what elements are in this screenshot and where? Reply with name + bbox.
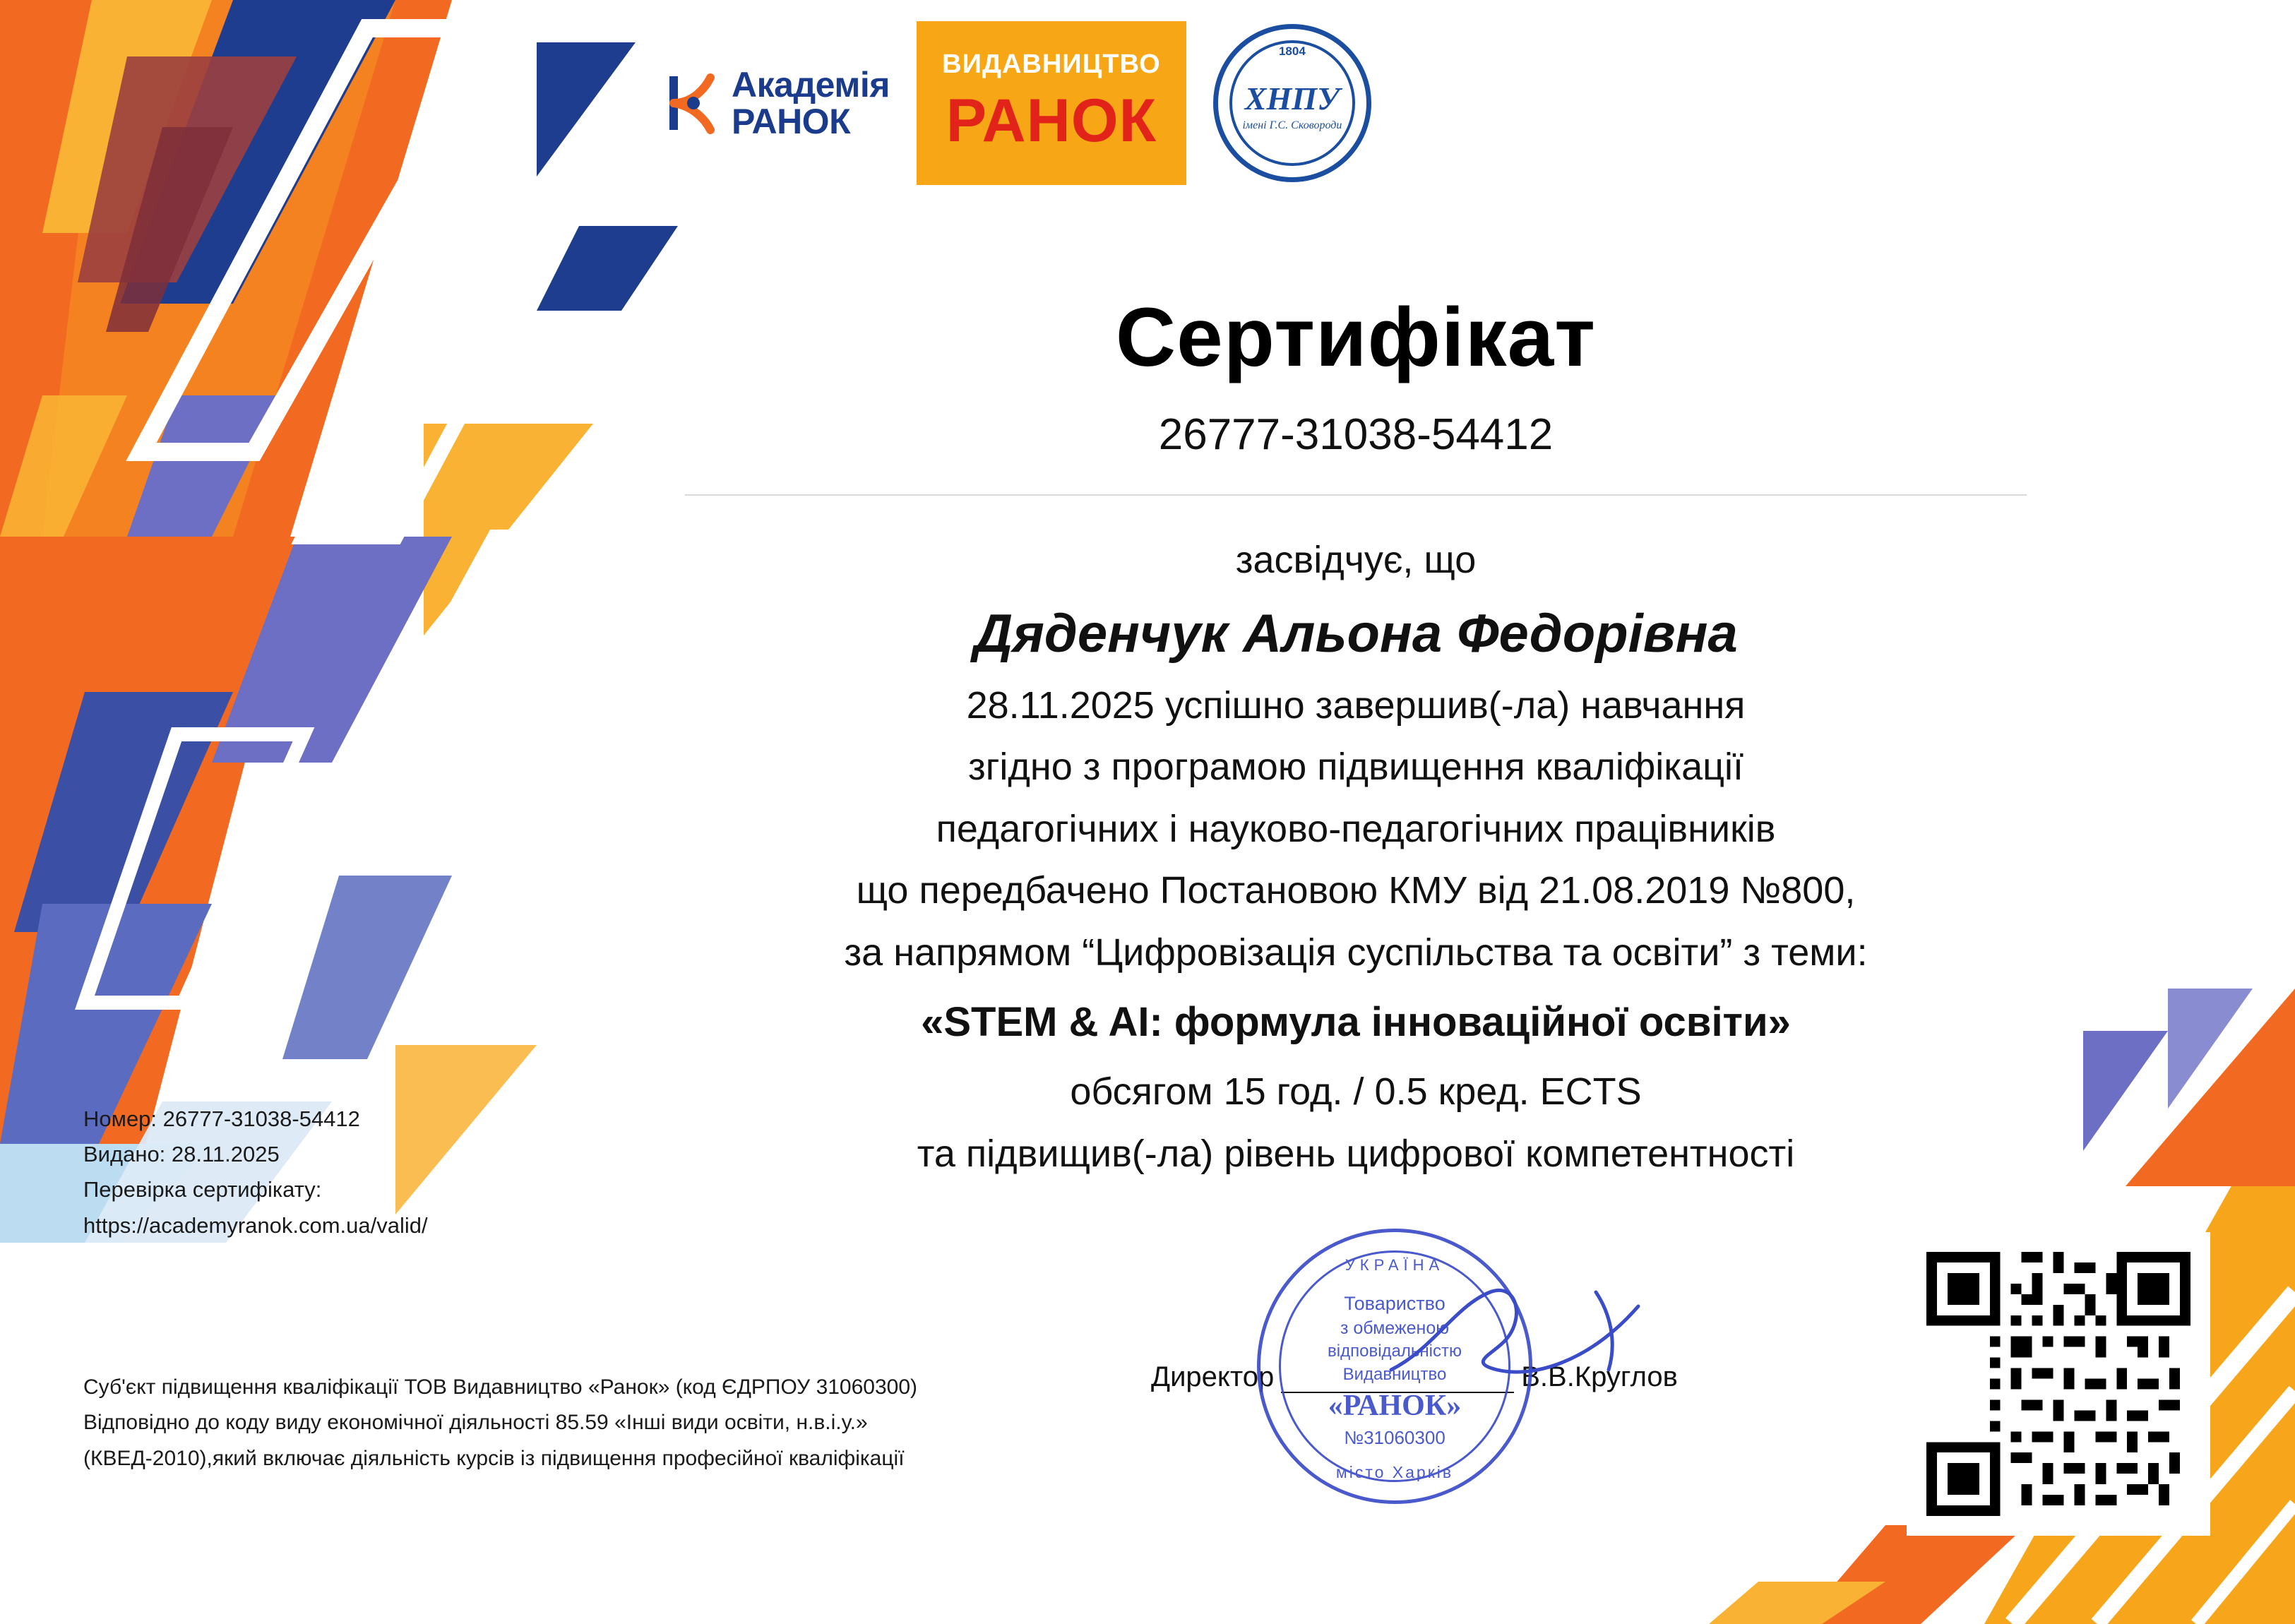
signature-role: Директор [1151,1361,1275,1392]
stamp-code: №31060300 [1344,1427,1445,1448]
competence-line: та підвищив(-ла) рівень цифрової компетентності [917,1132,1795,1175]
recipient-name: Дяденчук Альона Федорівна [974,604,1738,664]
signature-name: В.В.Круглов [1521,1361,1678,1392]
stamp-line-3: відповідальністю [1328,1342,1462,1361]
divider [685,494,2027,496]
volume-line: обсягом 15 год. / 0.5 кред. ECTS [1070,1070,1642,1113]
intro-line: засвідчує, що [1235,539,1477,581]
footer-line-2: Відповідно до коду виду економічної діяльності 85.59 «Інші види освіти, н.в.і.у.» [83,1411,868,1435]
meta-number: Номер: 26777-31038-54412 [83,1106,360,1131]
meta-issued: Видано: 28.11.2025 [83,1142,280,1167]
stamp-line-1: Товариство [1344,1293,1445,1314]
stamp-city: місто Харків [1335,1463,1454,1481]
program-line-2: педагогічних і науково-педагогічних працівників [936,807,1776,850]
footer-note [83,1370,917,1476]
university-abbr: ХНПУ [1244,80,1340,117]
academy-word: Академія [732,65,890,105]
publisher-name: РАНОК [946,87,1157,155]
university-subtitle: імені Г.С. Сковороди [1242,119,1342,131]
stamp-line-4: Видавництво [1342,1365,1447,1384]
certificate-meta [83,1101,428,1243]
regulation-line: що передбачено Постановою КМУ від 21.08.2019 №800, [856,869,1856,912]
course-theme: «STEM & AI: формула інноваційної освіти» [921,999,1791,1045]
publisher-label: ВИДАВНИЦТВО [942,49,1161,79]
certificate-body [621,530,2090,1185]
ranok-word: РАНОК [732,102,851,141]
certificate-number: 26777-31038-54412 [1158,410,1554,459]
qr-code-image [1926,1252,2190,1516]
direction-line: за напрямом “Цифровізація суспільства та освіти” з теми: [844,931,1868,974]
meta-verify-label: Перевірка сертифікату: [83,1177,322,1202]
stamp-line-2: з обмеженою [1340,1318,1449,1338]
stamp-brand: «РАНОК» [1328,1390,1462,1422]
university-year: 1804 [1278,44,1306,58]
page-title: Сертифікат [1115,291,1597,384]
handwritten-signature [1384,1264,1681,1412]
qr-code[interactable] [1907,1232,2210,1536]
completion-line: 28.11.2025 успішно завершив(-ла) навчання [966,683,1746,727]
footer-line-1: Суб'єкт підвищення кваліфікації ТОВ Видавництво «Ранок» (код ЄДРПОУ 31060300) [83,1375,918,1399]
footer-line-3: (КВЕД-2010),який включає діяльність курсів із підвищення професійної кваліфікації [83,1446,905,1470]
stamp-country: УКРАЇНА [1345,1256,1445,1274]
meta-verify-url[interactable]: https://academyranok.com.ua/valid/ [83,1212,428,1238]
program-line-1: згідно з програмою підвищення кваліфікації [967,746,1744,789]
